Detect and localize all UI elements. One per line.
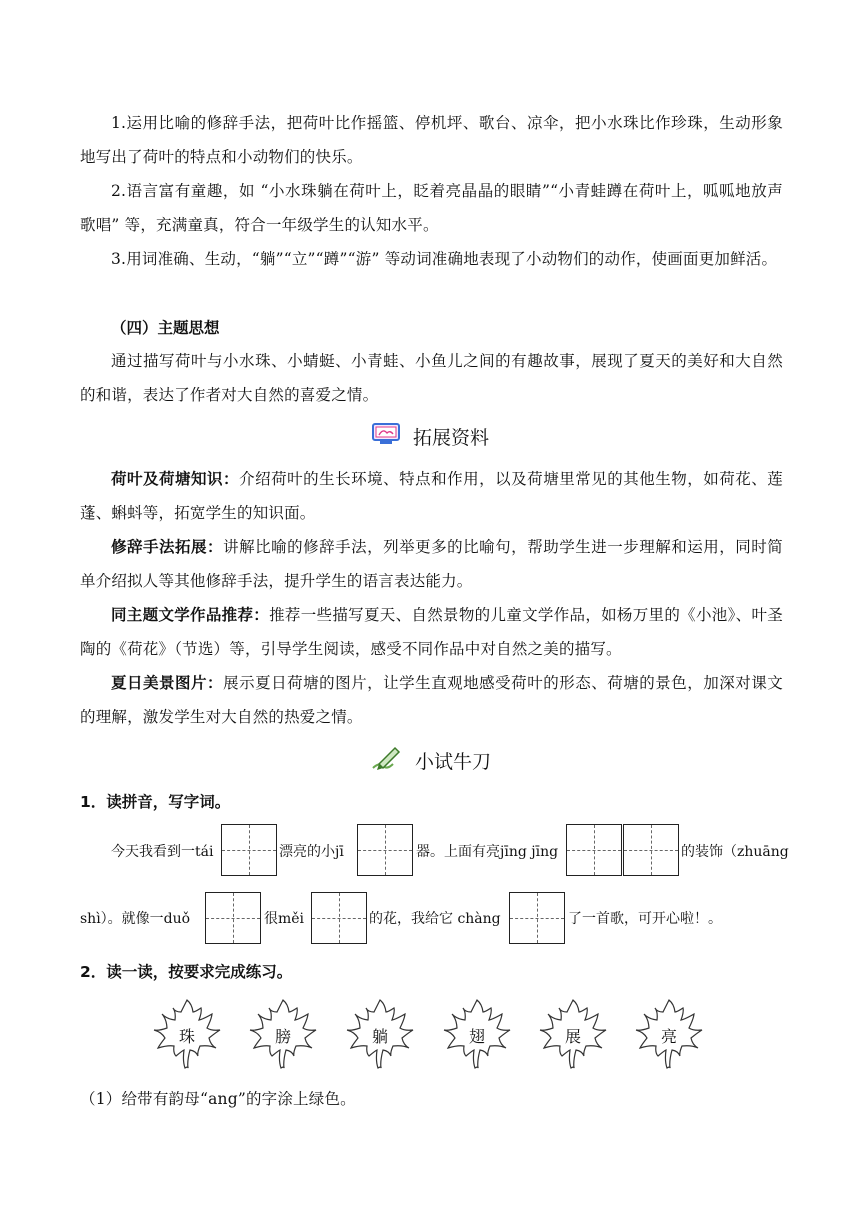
q1-text-fragment: shì）。就像一duǒ [80,911,191,927]
q1-text-fragment: 的花，我给它 chàng [369,911,501,927]
extension-item-label: 修辞手法拓展： [111,538,224,556]
tian-grid-box[interactable] [205,892,261,944]
extension-item-label: 同主题文学作品推荐： [111,606,270,624]
maple-leaf-character[interactable] [442,998,512,1070]
tian-grid-box[interactable] [311,892,367,944]
analysis-point-2: 2.语言富有童趣，如 “小水珠躺在荷叶上，眨着亮晶晶的眼睛”“小青蛙蹲在荷叶上，呱呱地放声歌唱” 等，充满童真，符合一年级学生的认知水平。 [80,182,783,234]
extension-item-text: 展示夏日荷塘的图片，让学生直观地感受荷叶的形态、荷塘的景色，加深对课文的理解，激发学生对大自然的热爱之情。 [80,674,783,726]
extension-item-text: 介绍荷叶的生长环境、特点和作用，以及荷塘里常见的其他生物，如荷花、莲蓬、蝌蚪等，拓宽学生的知识面。 [80,470,783,522]
pen-writing-icon [369,744,403,777]
theme-text: 通过描写荷叶与小水珠、小蜻蜓、小青蛙、小鱼儿之间的有趣故事，展现了夏天的美好和大自然的和谐，表达了作者对大自然的喜爱之情。 [80,352,783,404]
maple-leaf-character[interactable] [538,998,608,1070]
theme-heading: （四）主题思想 [111,319,220,337]
question-2-heading: 2．读一读，按要求完成练习。 [80,963,293,981]
maple-leaf-character[interactable] [152,998,222,1070]
practice-title-text: 小试牛刀 [415,751,492,773]
q1-text-fragment: 今天我看到一tái [111,844,214,860]
q1-text-fragment: 器。上面有亮jīng jīng [416,844,559,860]
tian-grid-box[interactable] [221,824,277,876]
extension-title-text: 拓展资料 [413,427,490,449]
extension-item-label: 荷叶及荷塘知识： [111,470,240,488]
analysis-point-3: 3.用词准确、生动，“躺”“立”“蹲”“游” 等动词准确地表现了小动物们的动作，使画面更加鲜活。 [111,250,778,268]
extension-item-text: 讲解比喻的修辞手法，列举更多的比喻句，帮助学生进一步理解和运用，同时简单介绍拟人等其他修辞手法，提升学生的语言表达能力。 [80,538,783,590]
monitor-icon [371,422,401,451]
maple-leaf-character[interactable] [345,998,415,1070]
extension-item-2 [80,530,783,598]
leaf-character: 珠 [178,1027,195,1046]
analysis-point-1: 1.运用比喻的修辞手法，把荷叶比作摇篮、停机坪、歌台、凉伞，把小水珠比作珍珠，生动形象地写出了荷叶的特点和小动物们的快乐。 [80,114,783,166]
question-2-sub-1: （1）给带有韵母“ang”的字涂上绿色。 [80,1090,356,1108]
extension-item-text: 推荐一些描写夏天、自然景物的儿童文学作品，如杨万里的《小池》、叶圣陶的《荷花》（节选）等，引导学生阅读，感受不同作品中对自然之美的描写。 [80,606,783,658]
extension-item-4 [80,666,783,734]
extension-section-title [0,422,860,451]
extension-item-3 [80,598,783,666]
leaf-character: 展 [564,1027,581,1046]
practice-section-title [0,744,860,777]
q1-text-fragment: 了一首歌，可开心啦！。 [568,911,722,927]
tian-grid-box[interactable] [623,824,679,876]
tian-grid-box[interactable] [357,824,413,876]
extension-item-label: 夏日美景图片： [111,674,224,692]
tian-grid-box[interactable] [509,892,565,944]
tian-grid-box[interactable] [566,824,622,876]
leaf-character: 亮 [660,1027,677,1046]
leaf-character: 膀 [274,1027,291,1046]
q1-text-fragment: 的装饰（zhuāng [681,844,789,860]
q1-text-fragment: 很měi [264,911,305,927]
question-1-heading: 1．读拼音，写字词。 [80,793,231,811]
extension-item-1 [80,462,783,530]
leaf-character: 躺 [371,1027,388,1046]
maple-leaf-character[interactable] [634,998,704,1070]
maple-leaf-character[interactable] [248,998,318,1070]
q1-text-fragment: 漂亮的小jī [279,844,344,860]
leaf-character: 翅 [468,1027,485,1046]
